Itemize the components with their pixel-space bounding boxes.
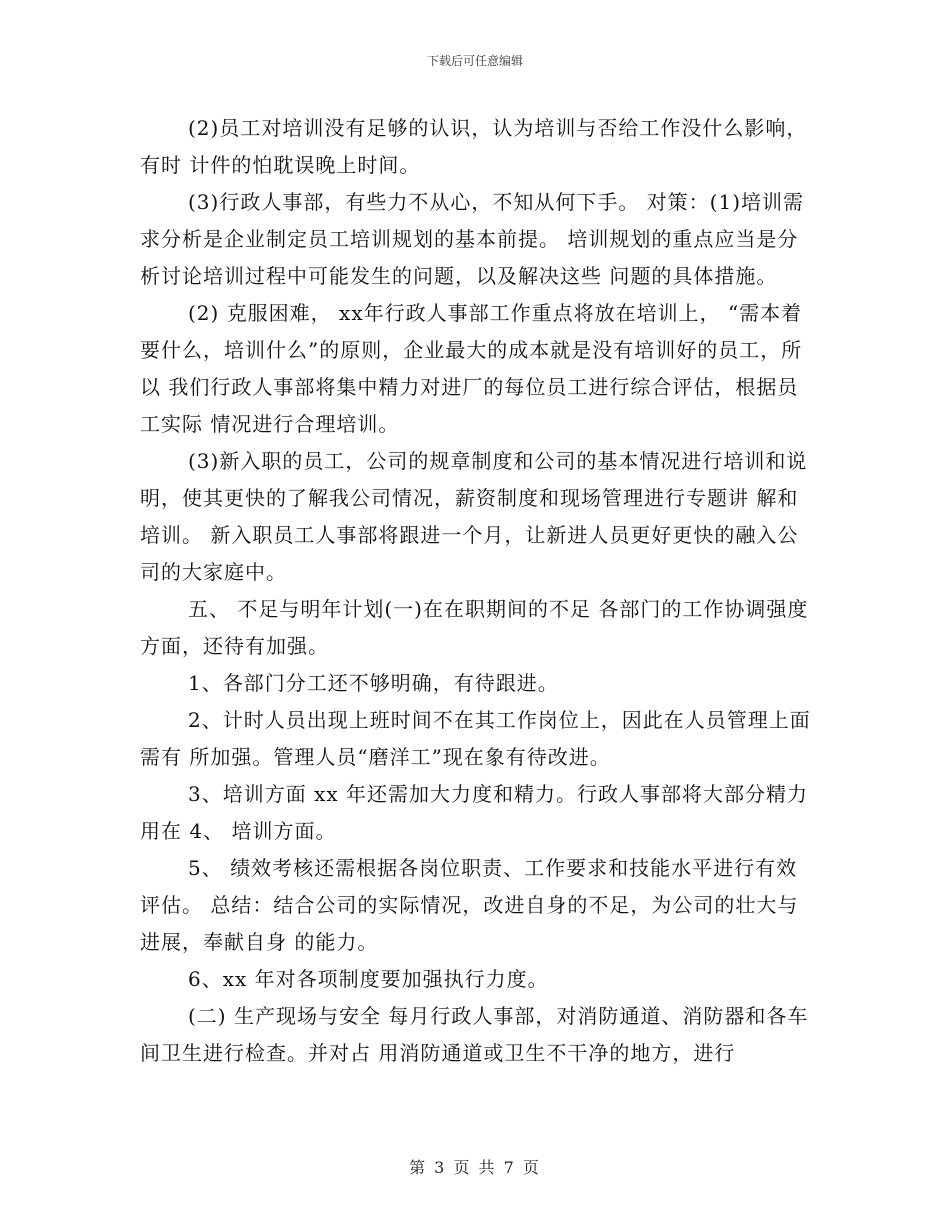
paragraph-8: 3、培训方面 xx 年还需加大力度和精力。行政人事部将大部分精力用在 4、 培训方面。 — [140, 782, 808, 843]
page-header: 下载后可任意编辑 — [426, 54, 523, 68]
document-body — [140, 110, 812, 1072]
paragraph-9: 5、 绩效考核还需根据各岗位职责、工作要求和技能水平进行有效评估。 总结：结合公司的实际情况，改进自身的不足，为公司的壮大与进展，奉献自身 的能力。 — [140, 856, 799, 954]
paragraph-6: 1、各部门分工还不够明确，有待跟进。 — [188, 671, 559, 695]
paragraph-11: (二) 生产现场与安全 每月行政人事部，对消防通道、消防器和各车间卫生进行检查。并对占 用消防通道或卫生不干净的地方，进行 — [140, 1004, 809, 1065]
paragraph-1: (2)员工对培训没有足够的认识，认为培训与否给工作没什么影响，有时 计件的怕耽误晚上时间。 — [140, 116, 808, 177]
paragraph-10: 6、xx 年对各项制度要加强执行力度。 — [188, 967, 549, 991]
paragraph-2: (3)行政人事部，有些力不从心，不知从何下手。 对策：(1)培训需求分析是企业制定员工培训规划的基本前提。 培训规划的重点应当是分析讨论培训过程中可能发生的问题，以及解决这些 问题的具体措施。 — [140, 190, 805, 288]
paragraph-5: 五、 不足与明年计划(一)在在职期间的不足 各部门的工作协调强度方面，还待有加强。 — [140, 597, 809, 658]
paragraph-3: (2) 克服困难， xx年行政人事部工作重点将放在培训上， “需本着 要什么，培训什么”的原则，企业最大的成本就是没有培训好的员工，所以 我们行政人事部将集中精力对进厂的每位员工进行综合评估，根据员工实际 情况进行合理培训。 — [140, 301, 810, 436]
paragraph-7: 2、计时人员出现上班时间不在其工作岗位上，因此在人员管理上面需有 所加强。管理人员“磨洋工”现在象有待改进。 — [140, 708, 811, 769]
paragraph-4: (3)新入职的员工，公司的规章制度和公司的基本情况进行培训和说明，使其更快的了解我公司情况，薪资制度和现场管理进行专题讲 解和培训。 新入职员工人事部将跟进一个月，让新进人员更好更快的融入公司的大家庭中。 — [140, 449, 808, 584]
page-number: 第 3 页 共 7 页 — [409, 1158, 541, 1177]
